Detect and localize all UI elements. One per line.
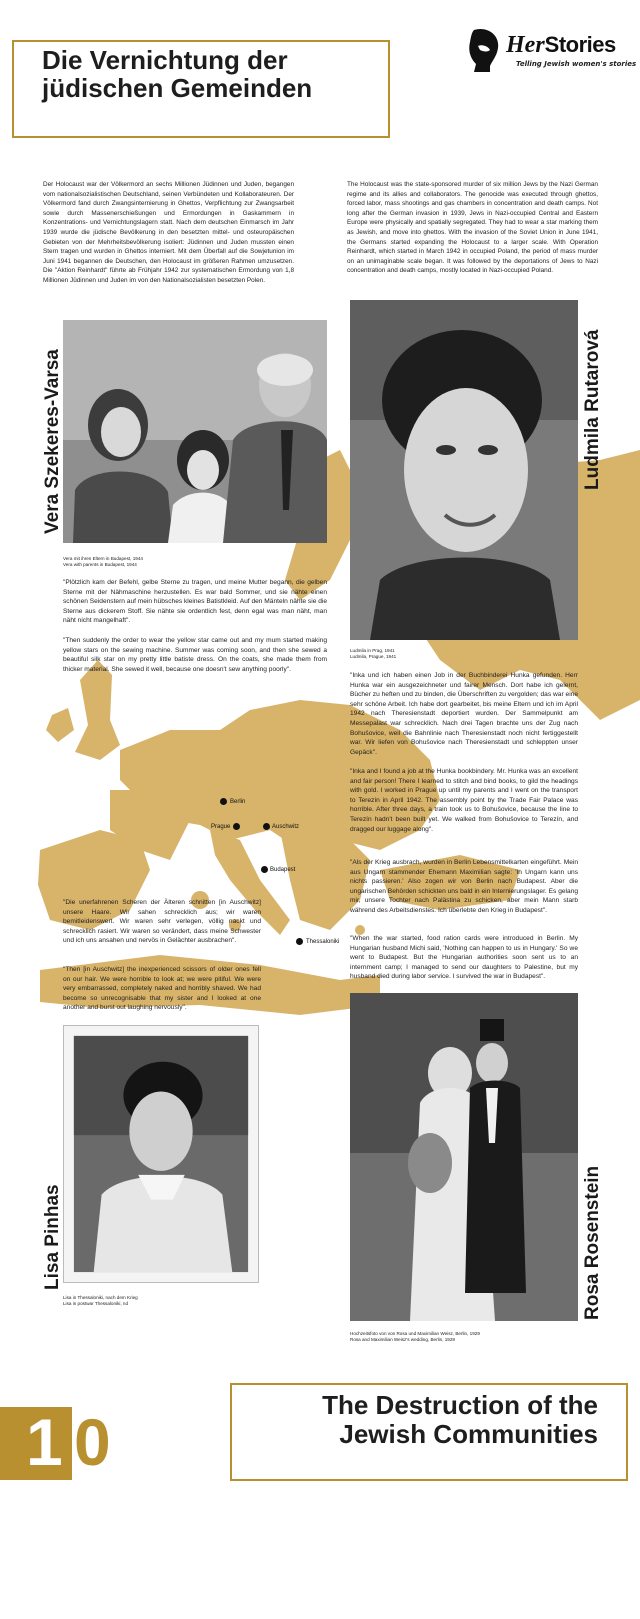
photo-rosa-wedding xyxy=(350,993,578,1321)
intro-text-en: The Holocaust was the state-sponsored murder of six million Jews by the Nazi German regime and its allies and collaborators. The genocide was executed through ghettos, forced labor, mass shootings and gas chambers in concentration and death camps. Not long after the German invasion in 1939, Jews in Nazi-occupied Central and Eastern Europe were physically and spatially segregated. They had to wear a star marking them as Jewish, and move into ghettos. With the invasion of the Soviet Union in June 1941, the Germans started expanding the Holocaust to a larger scale. With Operation Reinhardt, which started in March 1942 in occupied Poland, the period of mass murder on an unimaginable scale began. It was followed by the deportations of Jews to Nazi concentration and death camps, mostly located in Nazi-occupied Poland. xyxy=(347,181,598,275)
caption-vera-de: Vera mit ihren Eltern in Budapest, 1944 xyxy=(63,556,143,561)
city-marker-auschwitz xyxy=(263,823,270,830)
caption-vera-en: Vera with parents in Budapest, 1944 xyxy=(63,562,137,567)
logo-tagline: Telling Jewish women's stories xyxy=(516,60,637,68)
quote-vera-de: "Plötzlich kam der Befehl, gelbe Sterne zu tragen, und meine Mutter begann, die gelben Sterne mit der Nähmaschine herzustellen. Es war bald Sommer, und sie nähte einen schönen Seidenstern auf mein hübsches kleines Batistkleid. Auf den Mänteln nähte sie die Sterne aus dickerem Stoff. Sie nähte sie ordentlich fest, denn egal was man näht, man näht nicht mangelhaft". xyxy=(63,579,327,625)
city-marker-prague xyxy=(233,823,240,830)
city-marker-budapest xyxy=(261,866,268,873)
quote-ludmila-de: "Inka und ich haben einen Job in der Buchbinderei Hunka gefunden. Herr Hunka war ein ausgezeichneter und fairer Mensch. Dort habe ich gelernt, Bücher zu heften und zu binden, die Überschriften zu vergolden; das war eine sehr schöne Arbeit. Ich habe dort gearbeitet, bis meine Eltern und ich im April 1942 nach Theresienstadt deportiert wurden. Der Sammelpunkt am Messepalast war schrecklich. Nach drei Tagen brachte uns der Zug nach Bohušovice, weil die Bahnlinie nach Theresienstadt noch nicht fertiggestellt war. Wir liefen von Bohušovice nach Theresienstadt und schleppten unser Gepäck". xyxy=(350,672,578,756)
quote-rosa-de: "Als der Krieg ausbrach, wurden in Berlin Lebensmittelkarten eingeführt. Mein aus Ungarn stammender Ehemann Maximilian sagte: 'In Ungarn kann uns nichts passieren.' Also zogen wir von Berlin nach Budapest. Aber die ungarischen Behörden schickten uns bald in ein Internierungslager. Es gelang mir, unsere Tochter nach Palästina zu schicken, aber mein Mann starb während des Arbeitsdienstes. Ich überlebte den Krieg in Budapest". xyxy=(350,859,578,914)
photo-vera-family xyxy=(63,320,327,543)
intro-text-de: Der Holocaust war der Völkermord an sechs Millionen Jüdinnen und Juden, begangen vom nationalsozialistischen Deutschland, seinen Verbündeten und Kollaborateuren. Der Völkermord fand durch Zwangsinternierung in Ghettos, Verpflichtung zur Zwangsarbeit sowie durch Massenerschießungen und Ermordungen in Gaskammern in Konzentrations- und Vernichtungslagern statt. Nach dem deutschen Einmarsch im Jahr 1939 wurde die jüdische Bevölkerung in den besetzten mittel- und osteuropäischen Gebieten von der Mehrheitsbevölkerung isoliert: Jüdinnen und Juden mussten einen Stern tragen und wurden in Ghettos interniert. Mit dem Überfall auf die Sowjetunion im Juni 1941 begannen die Deutschen, den Holocaust im größeren Rahmen umzusetzen. Die "Aktion Reinhardt" führte ab Frühjahr 1942 zur systematischen Ermordung von 1,8 Millionen Jüdinnen und Juden im von den Nationalsozialisten besetzten Polen. xyxy=(43,181,294,284)
quote-ludmila-en: "Inka and I found a job at the Hunka bookbindery. Mr. Hunka was an excellent and fair person! There I learned to stitch and bind books, to gild the headings with gold. I worked in Prague up until my parents and I went on the transport to Terezín in April 1942. The assembly point by the Trade Fair Palace was horrible. After three days, a train took us to Bohušovice, because the line to Terezín hadn't been built yet. We walked from Bohušovice to Terezín, and dragged our luggage along". xyxy=(350,768,578,833)
photo-ludmila xyxy=(350,300,578,640)
title-box-en xyxy=(230,1383,628,1481)
page-title-en: The Destruction of the Jewish Communities xyxy=(322,1390,598,1449)
caption-rosa-de: Hochzeitsfoto von von Rosa und Maximilian Weisz, Berlin, 1929 xyxy=(350,1331,480,1336)
caption-ludmila-en: Ludmila, Prague, 1941 xyxy=(350,654,397,659)
name-ludmila: Ludmila Rutarová xyxy=(582,329,603,490)
city-marker-thessaloniki xyxy=(296,938,303,945)
caption-ludmila-de: Ludmila in Prag, 1941 xyxy=(350,648,395,653)
title-box-de xyxy=(12,40,390,138)
page-number-first-digit: 1 xyxy=(26,1405,63,1479)
woman-profile-icon xyxy=(468,28,502,72)
page-number-second-digit: 0 xyxy=(74,1405,111,1479)
quote-lisa-en: "Then [in Auschwitz] the inexperienced scissors of older ones fell on our hair. We were horrible to look at; we were pitiful. We were very embarrassed, completely naked and horribly shaved. We had become so unrecognisable that my sister and I looked at one another and burst out laughing nervously". xyxy=(63,966,261,1012)
quote-rosa-en: "When the war started, food ration cards were introduced in Berlin. My Hungarian husband Michi said, 'Nothing can happen to us in Hungary.' So we went to Budapest. But the Hungarian authorities soon sent us to an internment camp; I managed to send our daughters to Palestine, but my husband died during labor service. I survived the war in Budapest". xyxy=(350,935,578,981)
city-label-auschwitz: Auschwitz xyxy=(272,824,300,830)
city-label-thessaloniki: Thessaloniki xyxy=(306,939,340,945)
photo-lisa xyxy=(63,1025,259,1283)
caption-rosa-en: Rosa and Maximilian Weisz's wedding, Berlin, 1929 xyxy=(350,1337,455,1342)
herstories-logo xyxy=(468,26,637,74)
city-label-berlin: Berlin xyxy=(230,799,246,805)
name-rosa: Rosa Rosenstein xyxy=(582,1165,603,1320)
city-marker-berlin xyxy=(220,798,227,805)
name-vera: Vera Szekeres-Varsa xyxy=(42,349,63,534)
quote-vera-en: "Then suddenly the order to wear the yellow star came out and my mum started making yellow stars on the sewing machine. Summer was coming soon, and then she sewed a beautiful silk star on my pretty little batiste dress. On the coats, she made them from thicker material. She sewed it well, because one doesn't sew anything poorly". xyxy=(63,637,327,673)
name-lisa: Lisa Pinhas xyxy=(42,1184,63,1290)
page-title-de: Die Vernichtung der jüdischen Gemeinden xyxy=(42,45,313,103)
caption-lisa-en: Lisa in postwar Thessaloniki, nd xyxy=(63,1301,129,1306)
logo-wordmark: HerStories xyxy=(506,32,616,58)
caption-lisa-de: Lisa in Thessaloniki, nach dem Krieg xyxy=(63,1295,138,1300)
city-label-prague: Prague xyxy=(211,824,231,830)
quote-lisa-de: "Die unerfahrenen Scheren der Älteren schnitten [in Auschwitz] unsere Haare. Wir sahen schrecklich aus; wir waren bemitleidenswert. Wir waren sehr verlegen, völlig nackt und schrecklich rasiert. Wir waren so verändert, dass meine Schwester und ich uns ansahen und nervös in Gelächter ausbrachen". xyxy=(63,899,261,945)
city-label-budapest: Budapest xyxy=(270,867,296,873)
